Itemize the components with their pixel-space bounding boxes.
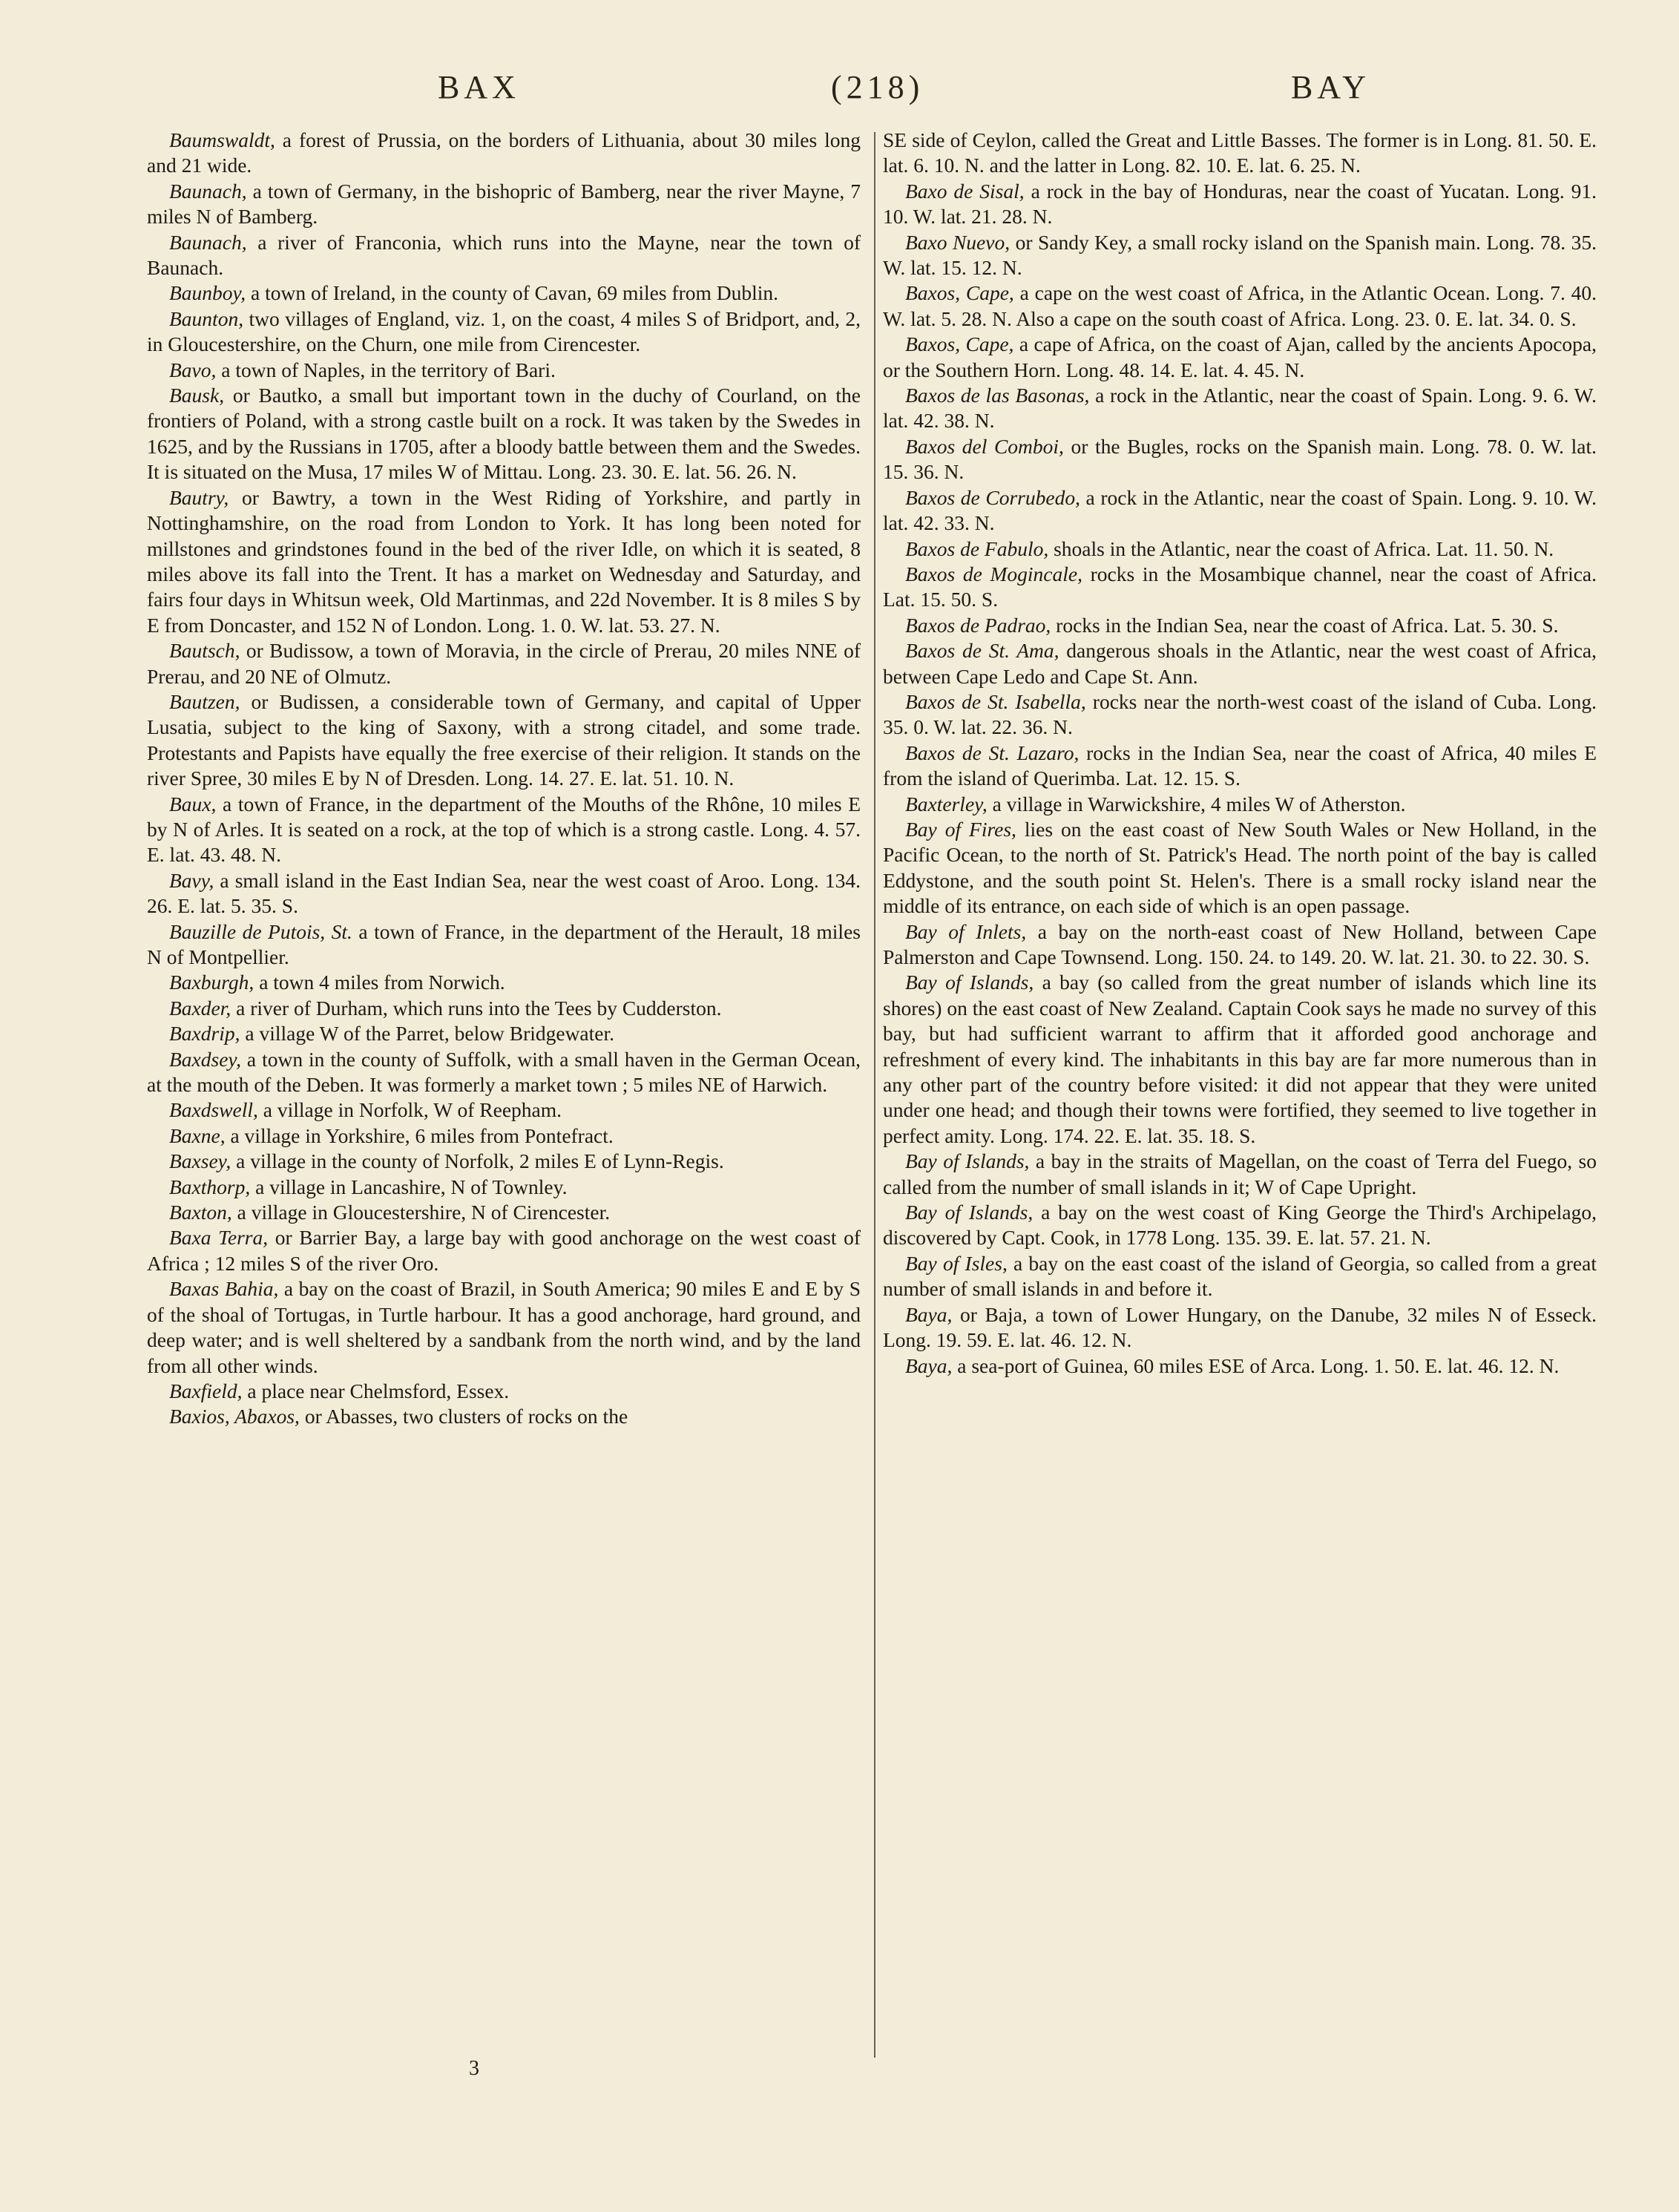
gazetteer-entry <box>147 1021 861 1046</box>
entry-headword: Bay of Isles, <box>905 1251 1008 1275</box>
entry-headword: Baxo Nuevo, <box>905 230 1011 254</box>
entry-headword: Baya, <box>905 1302 953 1326</box>
entry-text: dangerous shoals in the Atlantic, near the west coast of Africa, between Cape Ledo and Cape St. Ann. <box>883 639 1597 688</box>
gazetteer-entry <box>883 817 1597 919</box>
entry-headword: Baxo de Sisal, <box>905 179 1025 203</box>
entry-headword: Baxos de Fabulo, <box>905 536 1049 560</box>
entry-text: a town of Ireland, in the county of Cavan, 69 miles from Dublin. <box>246 281 779 305</box>
gazetteer-entry <box>147 792 861 868</box>
entry-headword: Baxne, <box>169 1123 226 1147</box>
entry-text: a village in Norfolk, W of Reepham. <box>257 1098 562 1122</box>
gazetteer-entry <box>147 1149 861 1174</box>
gazetteer-entry <box>883 1302 1597 1353</box>
entry-headword: Baxos de Corrubedo, <box>905 485 1080 509</box>
left-column <box>147 128 861 1430</box>
gazetteer-entry <box>147 280 861 306</box>
column-rule <box>874 132 875 2058</box>
gazetteer-entry <box>147 306 861 358</box>
gazetteer-entry <box>147 358 861 383</box>
entry-text: a town of France, in the department of the Mouths of the Rhône, 10 miles E by N of Arles. It is seated on a rock, at the top of which is a strong castle. Long. 4. 57. E. lat. 43. 48. N. <box>147 792 861 867</box>
gazetteer-entry <box>147 1200 861 1225</box>
entry-headword: Baxdswell, <box>169 1098 258 1122</box>
entry-headword: Baxos de St. Ama, <box>905 639 1059 663</box>
gazetteer-entry <box>883 1200 1597 1251</box>
gazetteer-entry <box>147 919 861 971</box>
entry-text: or Budissen, a considerable town of Germany, and capital of Upper Lusatia, subject to the king of Saxony, with a strong citadel, and some trade. Protestants and Papists have equally the free exercise of their religion. It stands on the river Spree, 30 miles E by N of Dresden. Long. 14. 27. E. lat. 51. 10. N. <box>147 689 861 790</box>
entry-text: a rock in the bay of Honduras, near the coast of Yucatan. Long. 91. 10. W. lat. 21. 28. N. <box>883 179 1597 229</box>
entry-text: rocks in the Indian Sea, near the coast of Africa. Lat. 5. 30. S. <box>1051 613 1559 637</box>
gazetteer-entry <box>883 1353 1597 1379</box>
entry-text: a place near Chelmsford, Essex. <box>242 1379 510 1402</box>
gazetteer-entry <box>147 970 861 995</box>
gazetteer-entry <box>147 1123 861 1149</box>
running-head <box>119 68 1625 120</box>
entry-text: or Bawtry, a town in the West Riding of Yorkshire, and partly in Nottinghamshire, on the road from London to York. It has long been noted for millstones and grindstones found in the bed of the river Idle, on which it is seated, 8 miles above its fall into the Trent. It has a market on Wednesday and Saturday, and fairs four days in Whitsun week, Old Martinmas, and 22d November. It is 8 miles S by E from Doncaster, and 152 N of London. Long. 1. 0. W. lat. 53. 27. N. <box>147 485 861 637</box>
entry-text: a forest of Prussia, on the borders of Lithuania, about 30 miles long and 21 wide. <box>147 128 861 177</box>
entry-headword: Baxton, <box>169 1201 232 1224</box>
entry-headword: Baxos del Comboi, <box>905 434 1064 458</box>
entry-headword: Baxdrip, <box>169 1022 240 1046</box>
entry-text: or Abasses, two clusters of rocks on the <box>299 1405 628 1428</box>
entry-text: a river of Franconia, which runs into the Mayne, near the town of Baunach. <box>147 230 861 280</box>
entry-headword: Baxder, <box>169 996 231 1020</box>
entry-text: shoals in the Atlantic, near the coast of Africa. Lat. 11. 50. N. <box>1048 536 1554 560</box>
entry-headword: Bay of Fires, <box>905 817 1016 841</box>
entry-text: a cape of Africa, on the coast of Ajan, called by the ancients Apocopa, or the Southern Horn. Long. 48. 14. E. lat. 4. 45. N. <box>883 332 1597 381</box>
gazetteer-entry <box>147 1047 861 1098</box>
entry-text: rocks in the Mosambique channel, near the coast of Africa. Lat. 15. 50. S. <box>883 562 1597 611</box>
entry-headword: Baumswaldt, <box>169 128 275 151</box>
entry-text: a bay on the north-east coast of New Holland, between Cape Palmerston and Cape Townsend. Long. 150. 24. to 149. 20. W. lat. 21. 30. to 22. 30. S. <box>883 919 1597 968</box>
gazetteer-entry <box>147 1225 861 1276</box>
entry-text: a town 4 miles from Norwich. <box>254 971 505 994</box>
gazetteer-entry <box>883 230 1597 281</box>
entry-text: or Bautko, a small but important town in the duchy of Courland, on the frontiers of Poland, with a strong castle built on a rock. It was taken by the Swedes in 1625, and by the Russians in 1705, after a bloody battle between them and the Swedes. It is situated on the Musa, 17 miles W of Mittau. Long. 23. 30. E. lat. 56. 26. N. <box>147 384 861 484</box>
entry-headword: Baxburgh, <box>169 971 254 994</box>
entry-headword: Bay of Inlets, <box>905 919 1027 943</box>
entry-text: a bay on the west coast of King George the Third's Archipelago, discovered by Capt. Cook, in 1778 Long. 135. 39. E. lat. 57. 21. N. <box>883 1201 1597 1250</box>
entry-headword: Bay of Islands, <box>905 971 1034 994</box>
entry-headword: Baxos de Padrao, <box>905 613 1051 637</box>
entry-headword: Baunach, <box>169 179 247 203</box>
gazetteer-entry <box>147 1379 861 1404</box>
entry-headword: Baxdsey, <box>169 1047 241 1071</box>
gazetteer-entry <box>147 383 861 485</box>
entry-text: lies on the east coast of New South Wales or New Holland, in the Pacific Ocean, to the north of St. Patrick's Head. The north point of the bay is called Eddystone, and the south point St. Helen's. There is a small rocky island near the middle of its entrance, on each side of which is an open passage. <box>883 817 1597 918</box>
entry-text: or Budissow, a town of Moravia, in the circle of Prerau, 20 miles NNE of Prerau, and 20 NE of Olmutz. <box>147 639 861 688</box>
gazetteer-entry <box>883 485 1597 536</box>
entry-text: a village in Lancashire, N of Townley. <box>250 1175 568 1198</box>
gazetteer-entry <box>147 1276 861 1379</box>
running-head-left: BAX <box>438 69 520 105</box>
entry-text: a bay in the straits of Magellan, on the coast of Terra del Fuego, so called from the number of small islands in it; W of Cape Upright. <box>883 1149 1597 1198</box>
entry-text: a town of Naples, in the territory of Bari. <box>216 358 556 381</box>
entry-text: a bay (so called from the great number of islands which line its shores) on the east coast of New Zealand. Captain Cook says he made no survey of this bay, but had sufficient warrant to affirm that it afforded good anchorage and refreshment of every kind. The inhabitants in this bay are far more numerous than in any other part of the country before visited: it did not appear that they were united under one head; and though their towns were fortified, they seemed to live together in perfect amity. Long. 174. 22. E. lat. 35. 18. S. <box>883 971 1597 1147</box>
entry-headword: Bay of Islands, <box>905 1201 1034 1224</box>
entry-headword: Baxas Bahia, <box>169 1277 279 1301</box>
entry-headword: Bausk, <box>169 384 225 407</box>
entry-headword: Bavo, <box>169 358 217 381</box>
entry-headword: Bautsch, <box>169 639 240 663</box>
entry-headword: Baxthorp, <box>169 1175 251 1198</box>
gazetteer-entry <box>883 434 1597 485</box>
right-column <box>883 128 1597 1379</box>
running-head-right: BAY <box>1291 69 1370 105</box>
entry-headword: Baux, <box>169 792 217 815</box>
gazetteer-entry <box>883 1251 1597 1302</box>
entry-text: a village in Gloucestershire, N of Cirencester. <box>231 1201 611 1224</box>
entry-headword: Baya, <box>905 1353 953 1377</box>
gazetteer-entry <box>883 179 1597 230</box>
entry-headword: Baunboy, <box>169 281 246 305</box>
entry-text: rocks in the Indian Sea, near the coast of Africa, 40 miles E from the island of Querimba. Lat. 12. 15. S. <box>883 741 1597 790</box>
entry-text: a town of France, in the department of the Herault, 18 miles N of Montpellier. <box>147 919 861 968</box>
entry-text: a rock in the Atlantic, near the coast of Spain. Long. 9. 6. W. lat. 42. 38. N. <box>883 384 1597 433</box>
gazetteer-entry <box>147 179 861 230</box>
entry-text: two villages of England, viz. 1, on the coast, 4 miles S of Bridport, and, 2, in Gloucestershire, on the Churn, one mile from Cirencester. <box>147 306 861 356</box>
gazetteer-entry <box>883 1149 1597 1200</box>
entry-headword: Baxos, Cape, <box>905 281 1014 305</box>
gazetteer-entry <box>147 1175 861 1200</box>
entry-headword: Baunach, <box>169 230 247 254</box>
gazetteer-entry <box>147 485 861 638</box>
entry-headword: Baxos de las Basonas, <box>905 384 1090 407</box>
entry-headword: Bautzen, <box>169 689 240 713</box>
gazetteer-entry <box>883 383 1597 434</box>
gazetteer-entry <box>883 280 1597 332</box>
entry-text: a small island in the East Indian Sea, near the west coast of Aroo. Long. 134. 26. E. lat. 5. 35. S. <box>147 868 861 918</box>
entry-text: a town in the county of Suffolk, with a small haven in the German Ocean, at the mouth of the Deben. It was formerly a market town ; 5 miles NE of Harwich. <box>147 1047 861 1097</box>
gazetteer-entry <box>147 868 861 919</box>
gazetteer-entry <box>883 689 1597 741</box>
entry-text: or Baja, a town of Lower Hungary, on the Danube, 32 miles N of Esseck. Long. 19. 59. E. lat. 46. 12. N. <box>883 1302 1597 1352</box>
gazetteer-entry <box>883 638 1597 689</box>
gazetteer-entry <box>883 792 1597 817</box>
gazetteer-entry <box>883 970 1597 1149</box>
entry-headword: Baxios, Abaxos, <box>169 1405 300 1428</box>
gazetteer-entry <box>883 613 1597 638</box>
gazetteer-entry <box>147 1097 861 1123</box>
gazetteer-entry <box>883 562 1597 613</box>
entry-text: a village in the county of Norfolk, 2 miles E of Lynn-Regis. <box>231 1149 724 1173</box>
gazetteer-entry <box>883 128 1597 179</box>
entry-text: SE side of Ceylon, called the Great and Little Basses. The former is in Long. 81. 50. E. lat. 6. 10. N. and the latter in Long. 82. 10. E. lat. 6. 25. N. <box>883 128 1597 177</box>
entry-text: rocks near the north-west coast of the island of Cuba. Long. 35. 0. W. lat. 22. 36. N. <box>883 689 1597 739</box>
entry-text: a village W of the Parret, below Bridgewater. <box>240 1022 615 1046</box>
gazetteer-entry <box>147 1404 861 1429</box>
gazetteer-entry <box>147 996 861 1021</box>
entry-text: a village in Yorkshire, 6 miles from Pontefract. <box>225 1123 614 1147</box>
entry-headword: Baxterley, <box>905 792 988 815</box>
entry-text: a rock in the Atlantic, near the coast of Spain. Long. 9. 10. W. lat. 42. 33. N. <box>883 485 1597 535</box>
entry-text: a bay on the coast of Brazil, in South America; 90 miles E and E by S of the shoal of Tortugas, in Turtle harbour. It has a good anchorage, hard ground, and deep water; and is well sheltered by a sandbank from the north wind, and by the land from all other winds. <box>147 1277 861 1377</box>
entry-headword: Baxa Terra, <box>169 1226 269 1250</box>
entry-headword: Baxos de St. Lazaro, <box>905 741 1080 764</box>
entry-headword: Baxos de Mogincale, <box>905 562 1082 585</box>
gazetteer-entry <box>147 230 861 281</box>
entry-text: or Barrier Bay, a large bay with good anchorage on the west coast of Africa ; 12 miles S of the river Oro. <box>147 1226 861 1275</box>
gazetteer-entry <box>147 689 861 792</box>
entry-headword: Bauzille de Putois, St. <box>169 919 352 943</box>
entry-text: a bay on the east coast of the island of Georgia, so called from a great number of small islands in and before it. <box>883 1251 1597 1301</box>
entry-text: a village in Warwickshire, 4 miles W of Atherston. <box>987 792 1406 815</box>
page-number: (218) <box>831 69 924 105</box>
signature-mark: 3 <box>469 2057 479 2080</box>
gazetteer-entry <box>147 128 861 179</box>
entry-headword: Baxos de St. Isabella, <box>905 689 1086 713</box>
entry-headword: Baunton, <box>169 306 244 330</box>
entry-headword: Bavy, <box>169 868 214 892</box>
entry-text: a river of Durham, which runs into the Tees by Cudderston. <box>231 996 722 1020</box>
entry-headword: Bay of Islands, <box>905 1149 1030 1173</box>
gazetteer-entry <box>883 741 1597 792</box>
entry-text: or the Bugles, rocks on the Spanish main. Long. 78. 0. W. lat. 15. 36. N. <box>883 434 1597 484</box>
entry-headword: Baxsey, <box>169 1149 231 1173</box>
gazetteer-entry <box>883 332 1597 383</box>
entry-text: a sea-port of Guinea, 60 miles ESE of Arca. Long. 1. 50. E. lat. 46. 12. N. <box>952 1353 1560 1377</box>
gazetteer-entry <box>147 638 861 689</box>
entry-headword: Baxos, Cape, <box>905 332 1014 356</box>
gazetteer-entry <box>883 536 1597 562</box>
gazetteer-entry <box>883 919 1597 971</box>
entry-text: a town of Germany, in the bishopric of Bamberg, near the river Mayne, 7 miles N of Bamberg. <box>147 179 861 229</box>
entry-headword: Bautry, <box>169 485 229 509</box>
entry-text: or Sandy Key, a small rocky island on the Spanish main. Long. 78. 35. W. lat. 15. 12. N. <box>883 230 1597 280</box>
entry-headword: Baxfield, <box>169 1379 243 1402</box>
entry-text: a cape on the west coast of Africa, in the Atlantic Ocean. Long. 7. 40. W. lat. 5. 28. N. Also a cape on the south coast of Africa. Long. 23. 0. E. lat. 34. 0. S. <box>883 281 1597 330</box>
